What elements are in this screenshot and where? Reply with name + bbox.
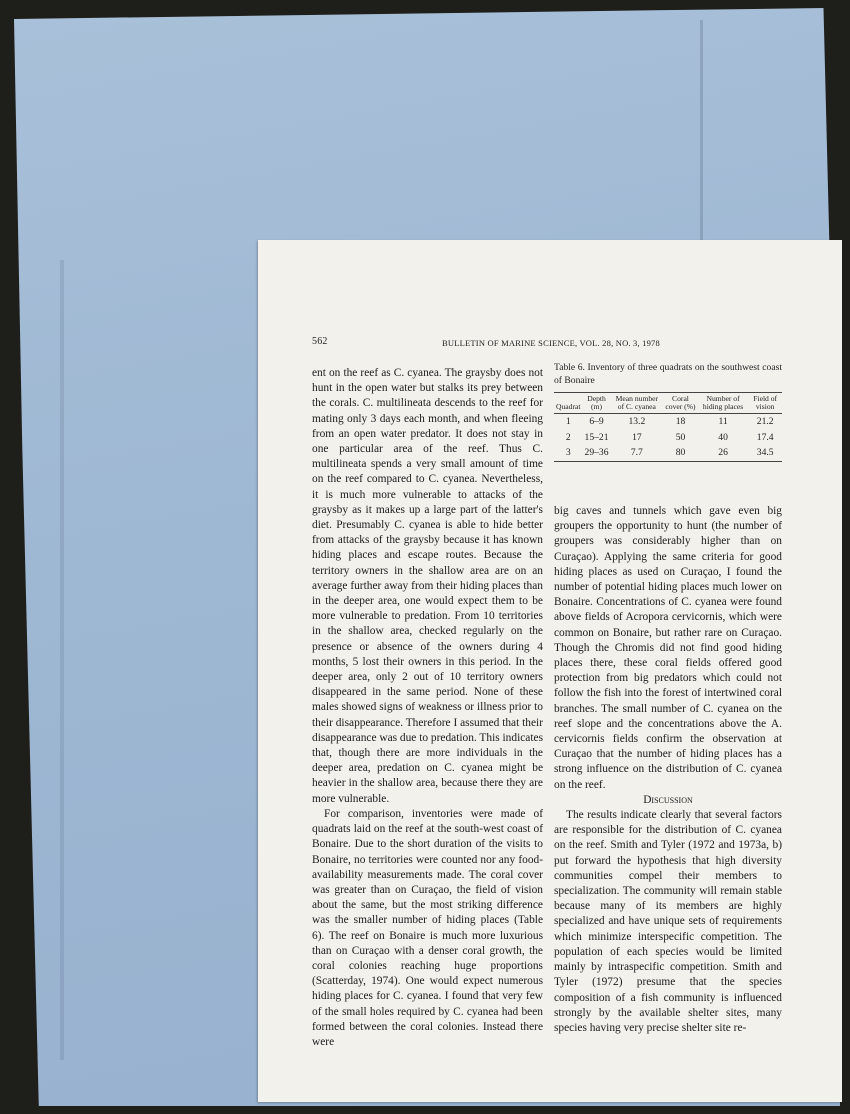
table-cell: 80 xyxy=(663,445,698,461)
table-cell: 3 xyxy=(554,445,582,461)
table-cell: 1 xyxy=(565,416,571,427)
table-cell: 17 xyxy=(632,431,642,443)
table-header-cell: Coral cover (%) xyxy=(663,393,698,414)
table-header-cell: Quadrat xyxy=(554,393,582,414)
table-cell: 15–21 xyxy=(584,431,609,443)
data-table xyxy=(554,392,782,462)
page-number: 562 xyxy=(312,336,328,347)
paragraph: The results indicate clearly that several factors are responsible for the distribution of C. cyanea on the reef. Smith and Tyler (1972 and 1973a, b) put forward the hypothesis that high diversity communities compel their members to specialization. The community will remain stable because many of its members are highly specialized and have unique sets of requirements which minimize interspecific competition. The population of each species would be limited mainly by intraspecific competition. Smith and Tyler (1972) presume that the species composition of a fish community is influenced strongly by the available shelter sites, many species having very precise shelter site re- xyxy=(554,809,782,1034)
table-cell: 18 xyxy=(675,416,686,427)
table-row xyxy=(554,414,782,430)
table-cell: 34.5 xyxy=(748,445,782,461)
paragraph: ent on the reef as C. cyanea. The graysby does not hunt in the open water but stalks its prey between the corals. C. multilineata descends to the reef for mating only 3 days each month, and when fleeing from an open water predator. It does not stay in one particular area of the reef. Thus C. multilineata spends a very small amount of time on the reef compared to C. cyanea. Nevertheless, it is much more vulnerable to attacks of the graysby as it makes up a large part of the latter's diet. Presumably C. cyanea is able to hide better from attacks of the graysby because it has known hiding places and escape routes. Because the territory owners in the shallow area are on an average further away from their hiding places than in the deeper area, one would expect them to be more vulnerable to predation. From 10 territories in the shallow area, checked regularly on the presence or absence of the owners during 4 months, 5 lost their owners in this period. In the deeper area, only 2 out of 10 territory owners disappeared in the same period. None of these males showed signs of weakness or illness prior to their disappearance. Therefore I assumed that their disappearance was due to predation. This indicates that, though there are more individuals in the deeper area, predation on C. cyanea might be heavier in the shallow area, because there they are more vulnerable. xyxy=(312,367,544,805)
table-header-cell: Depth (m) xyxy=(582,393,610,414)
table-cell: 6–9 xyxy=(589,416,604,427)
table-cell: 17.4 xyxy=(756,431,774,443)
table-cell: 26 xyxy=(698,445,749,461)
table-cell: 50 xyxy=(675,431,686,443)
left-column xyxy=(312,366,543,1050)
table-cell: 40 xyxy=(718,431,728,443)
table-cell: 29–36 xyxy=(582,445,610,461)
table-header-cell: Number of hiding places xyxy=(698,393,749,414)
right-column xyxy=(554,504,782,1036)
table-cell: 13.2 xyxy=(628,416,646,427)
section-heading: Discussion xyxy=(643,793,693,806)
table-header-cell: Mean number of C. cyanea xyxy=(611,393,664,414)
journal-page xyxy=(258,240,842,1102)
table-cell: 7.7 xyxy=(611,445,664,461)
running-title: BULLETIN OF MARINE SCIENCE, VOL. 28, NO. 3, 1978 xyxy=(442,338,660,348)
table-header-cell: Field of vision xyxy=(748,393,782,414)
table-cell: 11 xyxy=(718,416,728,427)
table-row xyxy=(554,445,782,461)
table-row xyxy=(554,430,782,446)
table-cell: 2 xyxy=(565,431,571,443)
folder-crease xyxy=(60,260,64,1060)
table-caption: Table 6. Inventory of three quadrats on the southwest coast of Bonaire xyxy=(554,362,782,386)
table-cell: 21.2 xyxy=(756,416,774,427)
paragraph: big caves and tunnels which gave even big groupers the opportunity to hunt (the number of groupers was considerably higher than on Curaçao). Applying the same criteria for good hiding places as used on Curaçao, I found the number of potential hiding places much lower on Bonaire. Concentrations of C. cyanea were found above fields of Acropora cervicornis, which were common on Bonaire, but rather rare on Curaçao. Though the Chromis did not find good hiding places there, these coral fields offered good protection from big predators which could not follow the fish into the forest of intertwined coral branches. The small number of C. cyanea on the reef slope and the concentrations above the A. cervicornis fields confirm the observation at Curaçao that the number of hiding places has a strong influence on the distribution of C. cyanea on the reef. xyxy=(554,505,782,791)
folder-crease xyxy=(700,20,703,240)
paragraph: For comparison, inventories were made of quadrats laid on the reef at the south-west coast of Bonaire. Due to the short duration of the visits to Bonaire, no territories were counted nor any food-availability measurements made. The coral cover was greater than on Curaçao, the field of vision about the same, but the most striking difference was the smaller number of hiding places (Table 6). The reef on Bonaire is much more luxurious than on Curaçao with a denser coral growth, the coral colonies reaching huge proportions (Scatterday, 1974). One would expect numerous hiding places for C. cyanea. I found that very few of the small holes required by C. cyanea had been formed between the coral colonies. Instead there were xyxy=(312,807,543,1048)
